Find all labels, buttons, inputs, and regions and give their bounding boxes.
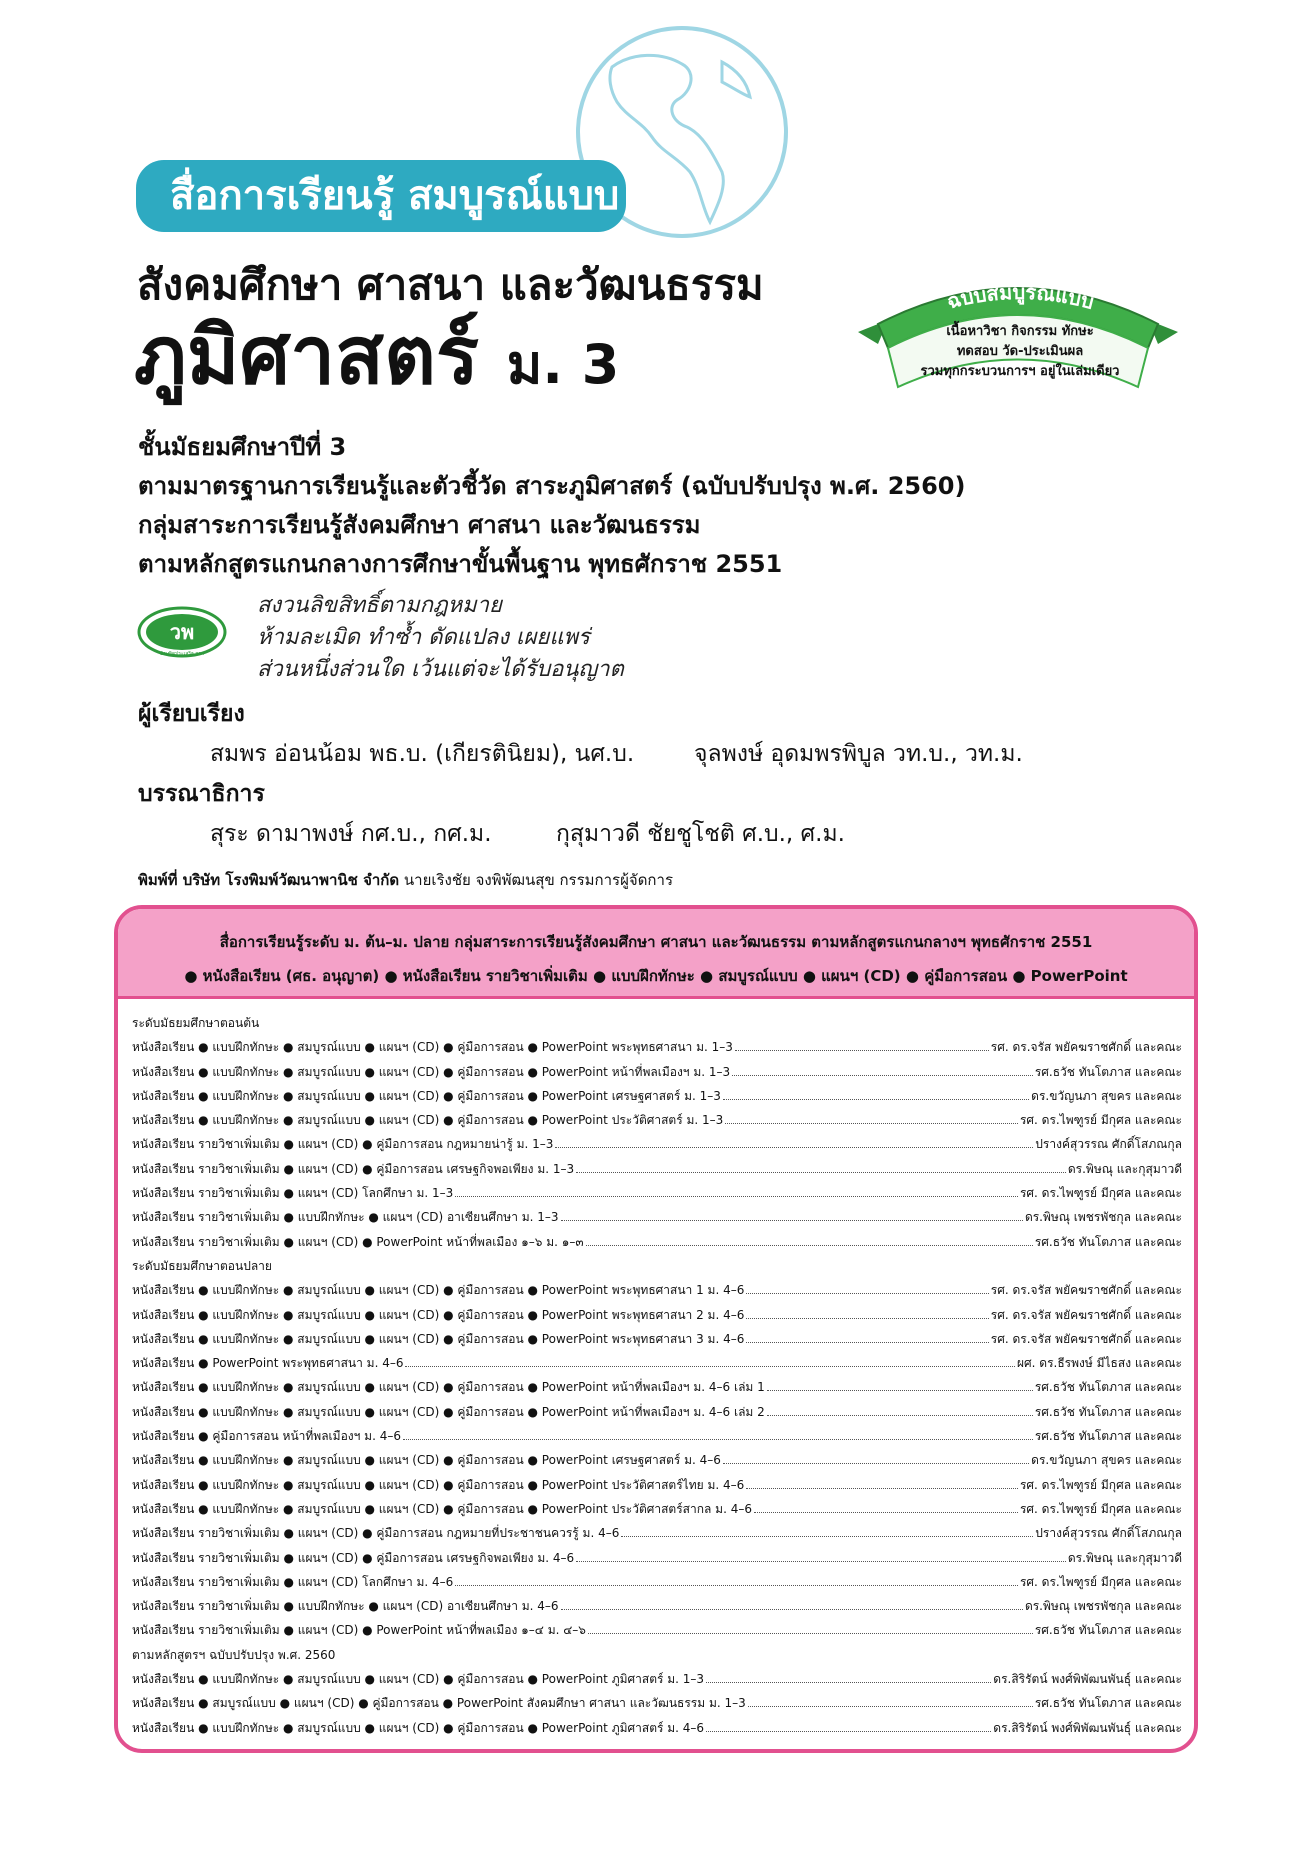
core-curriculum-line: ตามหลักสูตรแกนกลางการศึกษาขั้นพื้นฐาน พุทธศักราช 2551 [138,550,783,578]
catalog-row-author: รศ. ดร.จรัส พยัคฆราชศักดิ์ และคณะ [990,1040,1182,1055]
leader-dots [746,1327,988,1343]
catalog-row [132,1181,1182,1205]
catalog-row-title: หนังสือเรียน ● แบบฝึกทักษะ ● สมบูรณ์แบบ ● แผนฯ (CD) ● คู่มือการสอน ● PowerPoint หน้าที่พลเมืองฯ ม. 4–6 เล่ม 1 [132,1380,765,1395]
ribbon-line-2: ทดสอบ วัด-ประเมินผล [956,344,1084,359]
catalog-row [132,1400,1182,1424]
catalog-row-author: ผศ. ดร.ธีรพงษ์ มีไธสง และคณะ [1017,1356,1182,1371]
section-revised-2560: ตามหลักสูตรฯ ฉบับปรับปรุง พ.ศ. 2560 [132,1647,336,1662]
subject-group-line: กลุ่มสาระการเรียนรู้สังคมศึกษา ศาสนา และวัฒนธรรม [138,511,701,539]
catalog-row-author: รศ. ดร.จรัส พยัคฆราชศักดิ์ และคณะ [990,1331,1182,1346]
catalog-row [132,1473,1182,1497]
catalog-row-title: หนังสือเรียน รายวิชาเพิ่มเติม ● แบบฝึกทักษะ ● แผนฯ (CD) อาเซียนศึกษา ม. 1–3 [132,1210,559,1225]
catalog-row-title: หนังสือเรียน ● แบบฝึกทักษะ ● สมบูรณ์แบบ ● แผนฯ (CD) ● คู่มือการสอน ● PowerPoint หน้าที่พลเมืองฯ ม. 4–6 เล่ม 2 [132,1404,765,1419]
catalog-row-author: รศ.ธวัช ทันโตภาส และคณะ [1034,1696,1182,1711]
catalog-row-author: ปรางค์สุวรรณ ศักดิ์โสภณกุล [1035,1526,1182,1541]
leader-dots [561,1594,1023,1610]
editors-label: บรรณาธิการ [138,781,265,807]
series-banner: สื่อการเรียนรู้ สมบูรณ์แบบ [136,160,626,232]
leader-dots [588,1618,1033,1634]
catalog-row-title: หนังสือเรียน รายวิชาเพิ่มเติม ● แผนฯ (CD) ● PowerPoint หน้าที่พลเมือง ๑–๔ ม. ๔–๖ [132,1623,586,1638]
leader-dots [576,1546,1066,1562]
curriculum-info [138,428,965,584]
authors-label: ผู้เรียบเรียง [138,701,245,727]
catalog-row [132,1521,1182,1545]
catalog-row [132,1327,1182,1351]
catalog-row [132,1230,1182,1254]
catalog-row [132,1060,1182,1084]
catalog-row [132,1375,1182,1399]
copyright-line-1: สงวนลิขสิทธิ์ตามกฎหมาย [257,593,502,618]
catalog-row-title: หนังสือเรียน รายวิชาเพิ่มเติม ● แผนฯ (CD) โลกศึกษา ม. 4–6 [132,1574,454,1589]
catalog-row-author: ดร.พิษณุ และกุสุมาวดี [1067,1550,1182,1565]
leader-dots [746,1303,988,1319]
leader-dots [586,1230,1033,1246]
catalog-row [132,1594,1182,1618]
catalog-row [132,1497,1182,1521]
title-grade: ม. 3 [506,333,620,396]
catalog-row-title: หนังสือเรียน ● PowerPoint พระพุทธศาสนา ม. 4–6 [132,1356,404,1371]
catalog-row-title: หนังสือเรียน รายวิชาเพิ่มเติม ● แผนฯ (CD) ● คู่มือการสอน กฎหมายที่ประชาชนควรรู้ ม. 4–6 [132,1526,620,1541]
catalog-row-title: หนังสือเรียน รายวิชาเพิ่มเติม ● แผนฯ (CD) ● PowerPoint หน้าที่พลเมือง ๑–๖ ม. ๑–๓ [132,1234,584,1249]
leader-dots [725,1108,1018,1124]
catalog-row-title: หนังสือเรียน ● แบบฝึกทักษะ ● สมบูรณ์แบบ ● แผนฯ (CD) ● คู่มือการสอน ● PowerPoint พระพุทธศาสนา 3 ม. 4–6 [132,1331,745,1346]
catalog-row [132,1278,1182,1302]
copyright-line-2: ห้ามละเมิด ทำซ้ำ ดัดแปลง เผยแพร่ [257,625,590,650]
catalog-row-title: หนังสือเรียน ● แบบฝึกทักษะ ● สมบูรณ์แบบ ● แผนฯ (CD) ● คู่มือการสอน ● PowerPoint หน้าที่พลเมืองฯ ม. 1–3 [132,1064,731,1079]
leader-dots [723,1084,1029,1100]
catalog-row-author: ดร.สิริรัตน์ พงศ์พิพัฒนพันธุ์ และคณะ [993,1720,1182,1735]
catalog-row [132,1667,1182,1691]
catalog-row-title: หนังสือเรียน ● แบบฝึกทักษะ ● สมบูรณ์แบบ ● แผนฯ (CD) ● คู่มือการสอน ● PowerPoint พระพุทธศาสนา ม. 1–3 [132,1040,733,1055]
catalog-row-author: รศ.ธวัช ทันโตภาส และคณะ [1034,1064,1182,1079]
catalog-row-author: รศ.ธวัช ทันโตภาส และคณะ [1034,1380,1182,1395]
editor-2: กุสุมาวดี ชัยชูโชติ ศ.บ., ศ.ม. [556,821,845,847]
catalog-row-author: ปรางค์สุวรรณ ศักดิ์โสภณกุล [1035,1137,1182,1152]
book-title [134,309,620,402]
subject-line: สังคมศึกษา ศาสนา และวัฒนธรรม [137,260,764,309]
catalog-row-author: รศ.ธวัช ทันโตภาส และคณะ [1034,1429,1182,1444]
leader-dots [706,1667,991,1683]
catalog-row [132,1084,1182,1108]
ribbon-label: ฉบับสมบูรณ์แบบ [944,279,1097,314]
catalog-row-author: รศ.ธวัช ทันโตภาส และคณะ [1034,1234,1182,1249]
catalog-row [132,1546,1182,1570]
catalog-row-title: หนังสือเรียน ● แบบฝึกทักษะ ● สมบูรณ์แบบ ● แผนฯ (CD) ● คู่มือการสอน ● PowerPoint ประวัติศาสตร์สากล ม. 4–6 [132,1501,752,1516]
catalog-row-title: หนังสือเรียน ● แบบฝึกทักษะ ● สมบูรณ์แบบ ● แผนฯ (CD) ● คู่มือการสอน ● PowerPoint ประวัติศาสตร์ ม. 1–3 [132,1113,724,1128]
standard-line: ตามมาตรฐานการเรียนรู้และตัวชี้วัด สาระภูมิศาสตร์ (ฉบับปรับปรุง พ.ศ. 2560) [138,472,966,500]
catalog-row [132,1570,1182,1594]
leader-dots [732,1060,1033,1076]
catalog-row-title: หนังสือเรียน ● แบบฝึกทักษะ ● สมบูรณ์แบบ ● แผนฯ (CD) ● คู่มือการสอน ● PowerPoint ภูมิศาสตร์ ม. 4–6 [132,1720,705,1735]
catalog-row-title: หนังสือเรียน รายวิชาเพิ่มเติม ● แผนฯ (CD) โลกศึกษา ม. 1–3 [132,1186,454,1201]
catalog-row-author: รศ. ดร.ไพฑูรย์ มีกุศล และคณะ [1019,1113,1182,1128]
catalog-row-title: หนังสือเรียน ● แบบฝึกทักษะ ● สมบูรณ์แบบ ● แผนฯ (CD) ● คู่มือการสอน ● PowerPoint พระพุทธศาสนา 2 ม. 4–6 [132,1307,745,1322]
catalog-row [132,1157,1182,1181]
catalog-row-title: หนังสือเรียน ● คู่มือการสอน หน้าที่พลเมืองฯ ม. 4–6 [132,1429,401,1444]
leader-dots [767,1375,1033,1391]
catalog-header-line-1: สื่อการเรียนรู้ระดับ ม. ต้น–ม. ปลาย กลุ่มสาระการเรียนรู้สังคมศึกษา ศาสนา และวัฒนธรรม ตามหลักสูตรแกนกลางฯ พุทธศักราช 2551 [219,933,1093,951]
leader-dots [405,1351,1015,1367]
catalog-row-title: หนังสือเรียน ● สมบูรณ์แบบ ● แผนฯ (CD) ● คู่มือการสอน ● PowerPoint สังคมศึกษา ศาสนา และวัฒนธรรม ม. 1–3 [132,1696,746,1711]
catalog-row-author: ดร.สิริรัตน์ พงศ์พิพัฒนพันธุ์ และคณะ [993,1672,1182,1687]
catalog-row [132,1132,1182,1156]
catalog-header [118,909,1194,999]
catalog-row-title: หนังสือเรียน รายวิชาเพิ่มเติม ● แผนฯ (CD) ● คู่มือการสอน เศรษฐกิจพอเพียง ม. 4–6 [132,1550,575,1565]
authors-names [138,734,1023,774]
logo-subtext: บัณฑิตประเสริฐ ฯลฯ [159,651,205,657]
catalog-row [132,1618,1182,1642]
catalog-row-author: รศ. ดร.ไพฑูรย์ มีกุศล และคณะ [1019,1186,1182,1201]
author-1: สมพร อ่อนน้อม พธ.บ. (เกียรตินิยม), นศ.บ. [210,741,635,767]
ribbon-line-1: เนื้อหาวิชา กิจกรรม ทักษะ [946,324,1094,339]
catalog-row-title: หนังสือเรียน ● แบบฝึกทักษะ ● สมบูรณ์แบบ ● แผนฯ (CD) ● คู่มือการสอน ● PowerPoint ประวัติศาสตร์ไทย ม. 4–6 [132,1477,745,1492]
leader-dots [561,1205,1023,1221]
logo-text: วพ [169,620,195,644]
publisher-logo [137,606,227,658]
section-lower-secondary: ระดับมัธยมศึกษาตอนต้น [132,1016,260,1030]
leader-dots [754,1497,1018,1513]
editors-names [138,814,1023,854]
leader-dots [723,1448,1029,1464]
catalog-row [132,1303,1182,1327]
editor-1: สุระ ดามาพงษ์ กศ.บ., กศ.ม. [210,821,492,847]
catalog-row-author: รศ. ดร.จรัส พยัคฆราชศักดิ์ และคณะ [990,1283,1182,1298]
catalog-row [132,1716,1182,1740]
catalog-row-author: ดร.ขวัญนภา สุขคร และคณะ [1031,1088,1182,1103]
catalog-row [132,1108,1182,1132]
catalog-row [132,1351,1182,1375]
ribbon-line-3: รวมทุกกระบวนการฯ อยู่ในเล่มเดียว [920,364,1120,379]
leader-dots [621,1521,1033,1537]
catalog-header-line-2: ● หนังสือเรียน (ศธ. อนุญาต) ● หนังสือเรียน รายวิชาเพิ่มเติม ● แบบฝึกทักษะ ● สมบูรณ์แบบ ● แผนฯ (CD) ● คู่มือการสอน ● PowerPoint [184,967,1128,985]
catalog-list [118,999,1194,1740]
catalog-row-author: รศ. ดร.ไพฑูรย์ มีกุศล และคณะ [1019,1574,1182,1589]
catalog-row-author: รศ. ดร.ไพฑูรย์ มีกุศล และคณะ [1019,1477,1182,1492]
publisher-manager: นายเริงชัย จงพิพัฒนสุข กรรมการผู้จัดการ [403,871,673,889]
catalog-row-author: ดร.พิษณุ เพชรพัชกุล และคณะ [1024,1599,1182,1614]
catalog-row [132,1424,1182,1448]
catalog-row [132,1448,1182,1472]
ribbon-tagline [900,322,1140,382]
publisher-name: พิมพ์ที่ บริษัท โรงพิมพ์วัฒนาพานิช จำกัด [138,871,400,889]
catalog-row-title: หนังสือเรียน รายวิชาเพิ่มเติม ● แผนฯ (CD) ● คู่มือการสอน เศรษฐกิจพอเพียง ม. 1–3 [132,1161,575,1176]
leader-dots [576,1157,1066,1173]
leader-dots [555,1132,1033,1148]
catalog-row [132,1691,1182,1715]
catalog-box [114,905,1198,1753]
leader-dots [735,1035,989,1051]
leader-dots [746,1473,1018,1489]
catalog-row [132,1035,1182,1059]
catalog-row-author: รศ.ธวัช ทันโตภาส และคณะ [1034,1623,1182,1638]
catalog-row-author: รศ.ธวัช ทันโตภาส และคณะ [1034,1404,1182,1419]
catalog-row-title: หนังสือเรียน รายวิชาเพิ่มเติม ● แบบฝึกทักษะ ● แผนฯ (CD) อาเซียนศึกษา ม. 4–6 [132,1599,559,1614]
leader-dots [767,1400,1033,1416]
catalog-row-author: รศ. ดร.จรัส พยัคฆราชศักดิ์ และคณะ [990,1307,1182,1322]
leader-dots [455,1570,1018,1586]
catalog-row [132,1205,1182,1229]
section-upper-secondary: ระดับมัธยมศึกษาตอนปลาย [132,1258,272,1273]
catalog-row-author: ดร.ขวัญนภา สุขคร และคณะ [1031,1453,1182,1468]
catalog-row-author: ดร.พิษณุ เพชรพัชกุล และคณะ [1024,1210,1182,1225]
title-main: ภูมิศาสตร์ [134,309,479,402]
publisher-line [138,868,673,892]
leader-dots [748,1691,1033,1707]
catalog-row-title: หนังสือเรียน รายวิชาเพิ่มเติม ● แผนฯ (CD) ● คู่มือการสอน กฎหมายน่ารู้ ม. 1–3 [132,1137,554,1152]
catalog-row-title: หนังสือเรียน ● แบบฝึกทักษะ ● สมบูรณ์แบบ ● แผนฯ (CD) ● คู่มือการสอน ● PowerPoint เศรษฐศาสตร์ ม. 4–6 [132,1453,721,1468]
copyright-notice [257,590,624,686]
catalog-row-title: หนังสือเรียน ● แบบฝึกทักษะ ● สมบูรณ์แบบ ● แผนฯ (CD) ● คู่มือการสอน ● PowerPoint ภูมิศาสตร์ ม. 1–3 [132,1672,705,1687]
catalog-row-author: ดร.พิษณุ และกุสุมาวดี [1067,1161,1182,1176]
leader-dots [706,1716,991,1732]
credits [138,694,1023,854]
leader-dots [455,1181,1018,1197]
grade-level: ชั้นมัธยมศึกษาปีที่ 3 [138,433,347,461]
leader-dots [403,1424,1033,1440]
catalog-row-title: หนังสือเรียน ● แบบฝึกทักษะ ● สมบูรณ์แบบ ● แผนฯ (CD) ● คู่มือการสอน ● PowerPoint พระพุทธศาสนา 1 ม. 4–6 [132,1283,745,1298]
catalog-row-title: หนังสือเรียน ● แบบฝึกทักษะ ● สมบูรณ์แบบ ● แผนฯ (CD) ● คู่มือการสอน ● PowerPoint เศรษฐศาสตร์ ม. 1–3 [132,1088,721,1103]
author-2: จุลพงษ์ อุดมพรพิบูล วท.บ., วท.ม. [694,741,1023,767]
catalog-row-author: รศ. ดร.ไพฑูรย์ มีกุศล และคณะ [1019,1501,1182,1516]
leader-dots [746,1278,988,1294]
copyright-line-3: ส่วนหนึ่งส่วนใด เว้นแต่จะได้รับอนุญาต [257,657,624,682]
